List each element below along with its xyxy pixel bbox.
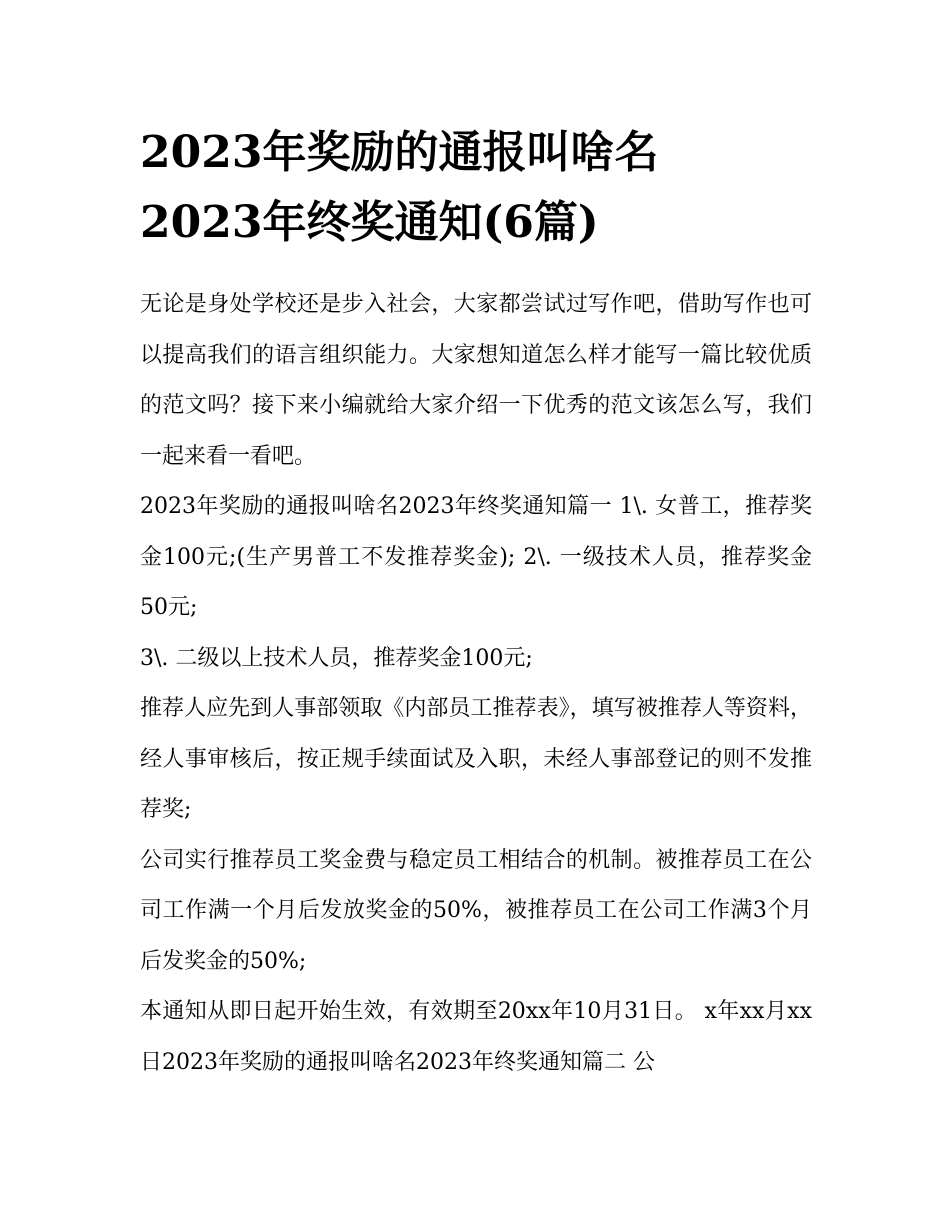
document-title <box>140 118 812 258</box>
title-line-2: 2023年终奖通知(6篇) <box>140 197 599 248</box>
paragraph-intro: 无论是身处学校还是步入社会，大家都尝试过写作吧，借助写作也可以提高我们的语言组织能力。大家想知道怎么样才能写一篇比较优质的范文吗？接下来小编就给大家介绍一下优秀的范文该怎么写，我们一起来看一看吧。 <box>140 292 812 469</box>
paragraph-item-three: 3\. 二级以上技术人员，推荐奖金100元; <box>140 645 533 671</box>
paragraph-mechanism: 公司实行推荐员工奖金费与稳定员工相结合的机制。被推荐员工在公司工作满一个月后发放奖金的50%，被推荐员工在公司工作满3个月后发奖金的50%; <box>140 847 812 974</box>
document-body <box>140 280 812 1088</box>
title-line-1: 2023年奖励的通报叫啥名 <box>140 127 659 178</box>
paragraph-validity: 本通知从即日起开始生效，有效期至20xx年10月31日。 x年xx月xx日2023年奖励的通报叫啥名2023年终奖通知篇二 公 <box>140 999 812 1075</box>
document-page <box>140 118 812 1088</box>
paragraph-procedure: 推荐人应先到人事部领取《内部员工推荐表》，填写被推荐人等资料，经人事审核后，按正规手续面试及入职，未经人事部登记的则不发推荐奖; <box>140 696 812 822</box>
paragraph-notice-one: 2023年奖励的通报叫啥名2023年终奖通知篇一 1\. 女普工，推荐奖金100元;(生产男普工不发推荐奖金); 2\. 一级技术人员，推荐奖金50元; <box>140 494 812 620</box>
